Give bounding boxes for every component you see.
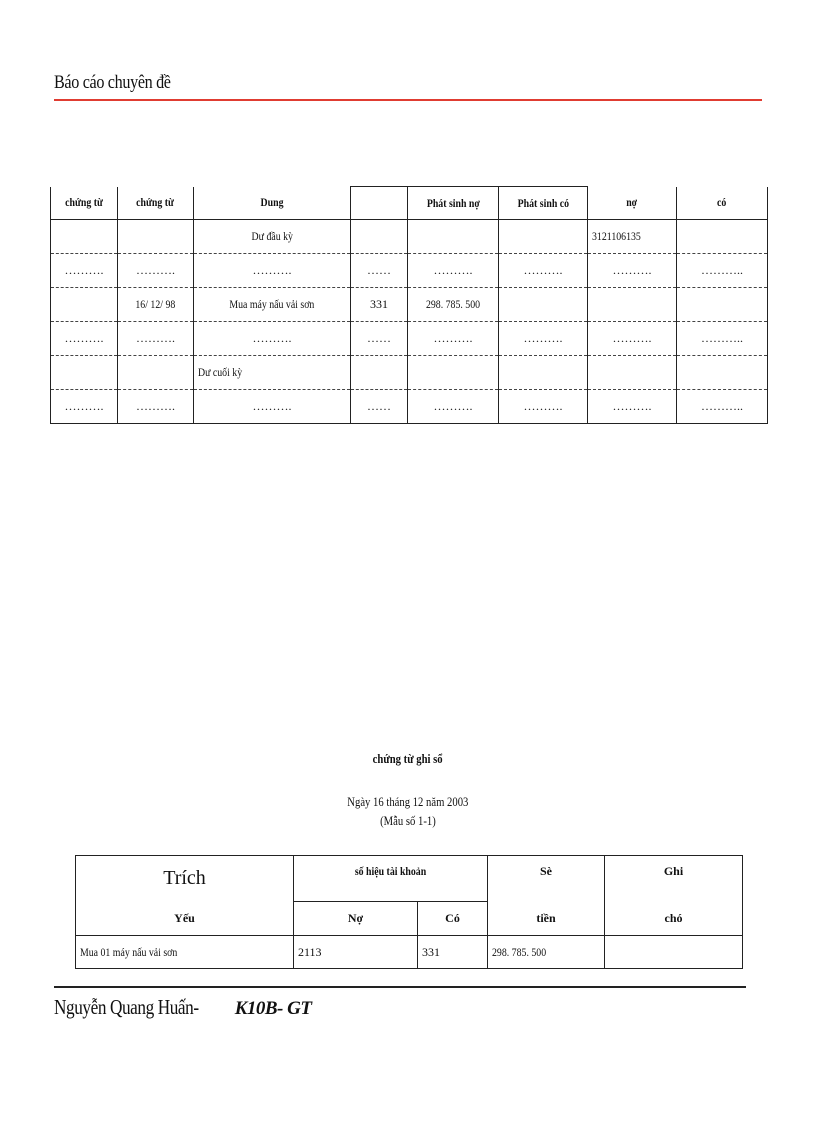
ledger-cell: ……	[351, 390, 408, 424]
ledger-cell	[51, 220, 118, 254]
ledger-cell: ………..	[677, 254, 768, 288]
ledger-cell	[351, 220, 408, 254]
ledger-cell: ………..	[677, 322, 768, 356]
voucher-cell: 298. 785. 500	[488, 936, 605, 969]
ledger-header-cell: Phát sinh có	[499, 187, 588, 220]
ledger-cell	[118, 220, 194, 254]
voucher-header-cell: Trích	[76, 856, 294, 902]
ledger-cell: ……….	[118, 254, 194, 288]
ledger-cell: Dư cuối kỳ	[194, 356, 351, 390]
ledger-cell: ……….	[408, 390, 499, 424]
ledger-cell	[499, 288, 588, 322]
report-title: Báo cáo chuyên đề	[54, 72, 171, 93]
voucher-header-cell: tiền	[488, 902, 605, 936]
ledger-cell	[677, 220, 768, 254]
ledger-cell	[677, 288, 768, 322]
ledger-cell: ……….	[51, 254, 118, 288]
voucher-table	[75, 855, 743, 969]
ledger-cell: ……….	[194, 322, 351, 356]
voucher-header-row	[76, 902, 743, 936]
ledger-cell: ……	[351, 322, 408, 356]
ledger-row	[51, 390, 768, 424]
ledger-cell: ……….	[118, 390, 194, 424]
voucher-cell: Mua 01 máy nấu vải sơn	[76, 936, 294, 969]
ledger-cell	[408, 220, 499, 254]
ledger-cell: 331	[351, 288, 408, 322]
ledger-row	[51, 288, 768, 322]
ledger-cell: ……….	[588, 254, 677, 288]
ledger-cell: Dư đầu kỳ	[194, 220, 351, 254]
voucher-header-cell: Nợ	[294, 902, 418, 936]
ledger-row	[51, 356, 768, 390]
ledger-cell	[51, 288, 118, 322]
ledger-header-row	[51, 187, 768, 220]
ledger-cell	[588, 356, 677, 390]
footer-author	[54, 995, 311, 1020]
ledger-cell: ……….	[499, 254, 588, 288]
ledger-row	[51, 322, 768, 356]
ledger-cell	[351, 356, 408, 390]
voucher-form-date: Ngày 16 tháng 12 năm 2003	[347, 794, 469, 809]
ledger-header-cell: Dung	[194, 187, 351, 220]
ledger-cell: 16/ 12/ 98	[118, 288, 194, 322]
voucher-header-cell: chó	[605, 902, 743, 936]
ledger-header-cell: có	[677, 187, 768, 220]
ledger-header-cell: chứng từ	[118, 187, 194, 220]
author-name: Nguyễn Quang Huấn-	[54, 995, 199, 1019]
ledger-cell: ………..	[677, 390, 768, 424]
ledger-row	[51, 254, 768, 288]
voucher-header-cell: số hiệu tài khoản	[294, 856, 488, 902]
ledger-cell: 298. 785. 500	[408, 288, 499, 322]
ledger-cell: Mua máy nấu vải sơn	[194, 288, 351, 322]
ledger-cell	[118, 356, 194, 390]
ledger-cell: ……….	[408, 254, 499, 288]
header-divider	[54, 99, 762, 101]
ledger-cell: ……….	[588, 390, 677, 424]
ledger-cell: ……….	[194, 254, 351, 288]
ledger-cell: ……….	[499, 390, 588, 424]
ledger-cell	[677, 356, 768, 390]
voucher-header-cell: Ghi	[605, 856, 743, 902]
author-class: K10B- GT	[230, 998, 312, 1019]
voucher-header-cell: Sè	[488, 856, 605, 902]
ledger-cell: ……….	[51, 390, 118, 424]
ledger-cell: 3121106135	[588, 220, 677, 254]
voucher-header-row	[76, 856, 743, 902]
voucher-form-title: chứng từ ghi sổ	[373, 751, 443, 766]
ledger-header-cell: Phát sinh nợ	[408, 187, 499, 220]
ledger-cell	[51, 356, 118, 390]
voucher-cell: 331	[418, 936, 488, 969]
voucher-form-code: (Mẫu số 1-1)	[380, 813, 436, 828]
ledger-cell	[499, 356, 588, 390]
voucher-header-cell: Có	[418, 902, 488, 936]
ledger-cell	[499, 220, 588, 254]
voucher-header-cell: Yếu	[76, 902, 294, 936]
voucher-cell	[605, 936, 743, 969]
ledger-cell: ……….	[194, 390, 351, 424]
ledger-table	[50, 186, 768, 424]
ledger-header-cell	[351, 187, 408, 220]
ledger-cell: ……….	[51, 322, 118, 356]
ledger-row	[51, 220, 768, 254]
ledger-cell	[408, 356, 499, 390]
ledger-cell: ……	[351, 254, 408, 288]
ledger-cell: ……….	[408, 322, 499, 356]
ledger-cell: ……….	[499, 322, 588, 356]
ledger-header-cell: nợ	[588, 187, 677, 220]
voucher-cell: 2113	[294, 936, 418, 969]
ledger-cell	[588, 288, 677, 322]
ledger-cell: ……….	[118, 322, 194, 356]
ledger-header-cell: chứng từ	[51, 187, 118, 220]
voucher-row	[76, 936, 743, 969]
footer-divider	[54, 986, 746, 988]
ledger-cell: ……….	[588, 322, 677, 356]
